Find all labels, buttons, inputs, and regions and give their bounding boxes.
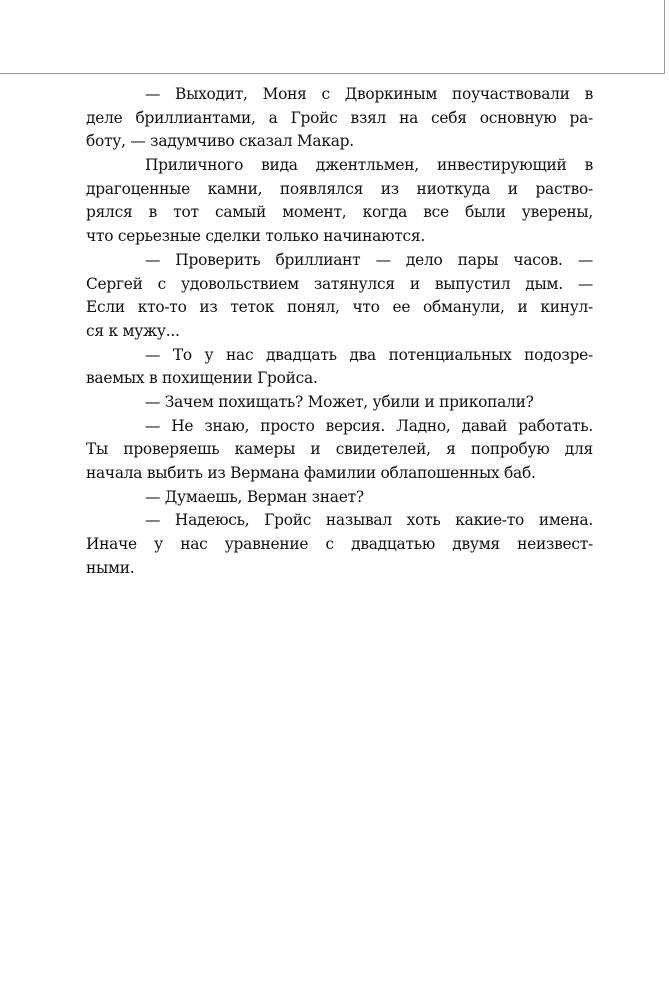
paragraph bbox=[86, 415, 593, 486]
paragraph bbox=[86, 344, 593, 391]
text-line: — То у нас двадцать два потенциальных подозре- bbox=[145, 345, 593, 364]
text-line: Приличного вида джентльмен, инвестирующий в bbox=[145, 156, 593, 175]
text-line: драгоценные камни, появлялся из ниоткуда и раство- bbox=[86, 179, 593, 198]
text-line: — Не знаю, просто версия. Ладно, давай работать. bbox=[145, 416, 593, 435]
text-line: — Выходит, Моня с Дворкиным поучаствовали в bbox=[145, 85, 593, 103]
text-line: — Зачем похищать? Может, убили и прикопали? bbox=[145, 392, 534, 411]
paragraph bbox=[86, 486, 593, 510]
text-line: деле бриллиантами, а Гройс взял на себя основную ра- bbox=[86, 108, 593, 127]
text-line: — Надеюсь, Гройс называл хоть какие-то имена. bbox=[145, 511, 593, 530]
text-line: ся к мужу... bbox=[86, 321, 180, 340]
text-line: Иначе у нас уравнение с двадцатью двумя неизвест- bbox=[86, 535, 593, 554]
text-line: — Проверить бриллиант — дело пары часов. — bbox=[145, 250, 593, 269]
paragraph bbox=[86, 391, 593, 415]
text-line: ваемых в похищении Гройса. bbox=[86, 369, 318, 388]
text-line: Сергей с удовольствием затянулся и выпустил дым. — bbox=[86, 274, 593, 293]
paragraph bbox=[86, 249, 593, 344]
text-line: ными. bbox=[86, 558, 135, 577]
text-line: боту, — задумчиво сказал Макар. bbox=[86, 132, 354, 151]
text-line: Ты проверяешь камеры и свидетелей, я попробую для bbox=[86, 440, 593, 459]
text-line: рялся в тот самый момент, когда все были уверены, bbox=[86, 203, 593, 222]
top-frame bbox=[0, 0, 665, 74]
text-line: начала выбить из Вермана фамилии облапошенных баб. bbox=[86, 464, 536, 482]
paragraph bbox=[86, 83, 593, 154]
paragraph bbox=[86, 509, 593, 580]
text-line: — Думаешь, Верман знает? bbox=[145, 487, 364, 506]
text-line: Если кто-то из теток понял, что ее обманули, и кинул- bbox=[86, 298, 593, 317]
page-text bbox=[86, 83, 593, 580]
paragraph bbox=[86, 154, 593, 249]
text-line: что серьезные сделки только начинаются. bbox=[86, 227, 425, 246]
